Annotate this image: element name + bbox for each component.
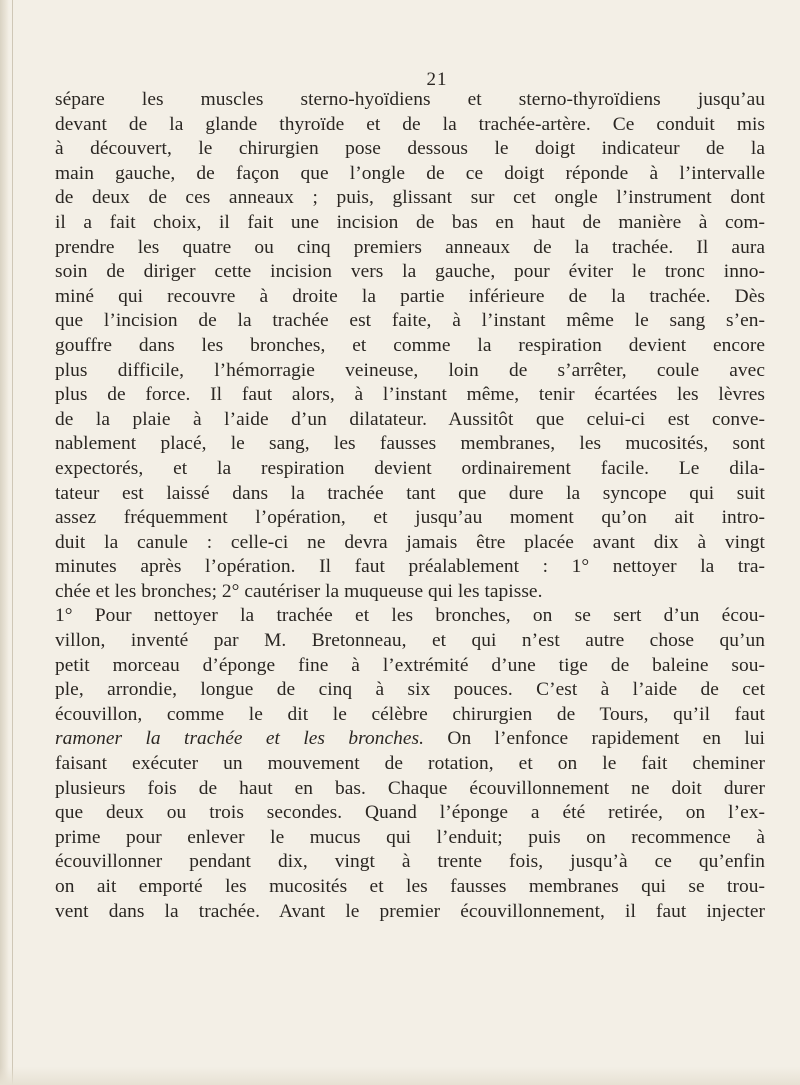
text-line: chée et les bronches; 2° cautériser la muqueuse qui les tapisse. [55,580,543,602]
text-line: assez fréquemment l’opération, et jusqu’au moment qu’on ait intro- [55,507,765,529]
page-fold-line [12,0,13,1085]
text-line: devant de la glande thyroïde et de la trachée-artère. Ce conduit mis [55,113,765,135]
text-line: prime pour enlever le mucus qui l’enduit; puis on recommence à [55,826,765,848]
text-line: il a fait choix, il fait une incision de bas en haut de manière à com- [55,211,765,233]
page-binding-edge [0,0,9,1085]
text-line: que deux ou trois secondes. Quand l’éponge a été retirée, on l’ex- [55,802,765,824]
text-line: gouffre dans les bronches, et comme la respiration devient encore [55,334,765,356]
text-line: sépare les muscles sterno-hyoïdiens et sterno-thyroïdiens jusqu’au [55,89,765,110]
text-line: petit morceau d’éponge fine à l’extrémité d’une tige de baleine sou- [55,654,765,676]
text-line: main gauche, de façon que l’ongle de ce doigt réponde à l’intervalle [55,162,765,184]
text-line: prendre les quatre ou cinq premiers anneaux de la trachée. Il aura [55,236,765,258]
text-line: duit la canule : celle-ci ne devra jamais être placée avant dix à vingt [55,531,765,553]
text-line: écouvillon, comme le dit le célèbre chirurgien de Tours, qu’il faut [55,703,765,725]
text-run: On l’enfonce rapidement en lui [424,728,765,750]
text-line-with-italic [55,727,765,752]
text-line: vent dans la trachée. Avant le premier écouvillonnement, il faut injecter [55,900,765,922]
text-line: ple, arrondie, longue de cinq à six pouces. C’est à l’aide de cet [55,679,765,701]
text-line: plusieurs fois de haut en bas. Chaque écouvillonnement ne doit durer [55,777,765,799]
text-line: de la plaie à l’aide d’un dilatateur. Aussitôt que celui-ci est conve- [55,408,765,430]
text-line: à découvert, le chirurgien pose dessous le doigt indicateur de la [55,138,765,160]
text-line: écouvillonner pendant dix, vingt à trente fois, jusqu’à ce qu’enfin [55,851,765,873]
text-line: villon, inventé par M. Bretonneau, et qui n’est autre chose qu’un [55,630,765,652]
text-line: soin de diriger cette incision vers la gauche, pour éviter le tronc inno- [55,261,765,283]
page-bottom-shade [0,1067,800,1085]
italic-run: ramoner la trachée et les bronches. [55,728,425,750]
text-line: de deux de ces anneaux ; puis, glissant sur cet ongle l’instrument dont [55,187,765,209]
text-line: tateur est laissé dans la trachée tant que dure la syncope qui suit [55,482,765,504]
body-text [55,88,765,924]
text-line: nablement placé, le sang, les fausses membranes, les mucosités, sont [55,433,765,455]
text-line: on ait emporté les mucosités et les fausses membranes qui se trou- [55,876,765,897]
text-line: expectorés, et la respiration devient ordinairement facile. Le dila- [55,457,765,479]
text-line: plus de force. Il faut alors, à l’instant même, tenir écartées les lèvres [55,384,765,406]
text-line: minutes après l’opération. Il faut préalablement : 1° nettoyer la tra- [55,556,765,578]
text-line: faisant exécuter un mouvement de rotation, et on le fait cheminer [55,753,765,775]
text-line: 1° Pour nettoyer la trachée et les bronches, on se sert d’un écou- [55,605,765,627]
page-number-text: 21 [426,69,448,90]
text-line: plus difficile, l’hémorragie veineuse, loin de s’arrêter, coule avec [55,359,765,381]
text-line: miné qui recouvre à droite la partie inférieure de la trachée. Dès [55,285,765,307]
text-line: que l’incision de la trachée est faite, à l’instant même le sang s’en- [55,310,765,332]
